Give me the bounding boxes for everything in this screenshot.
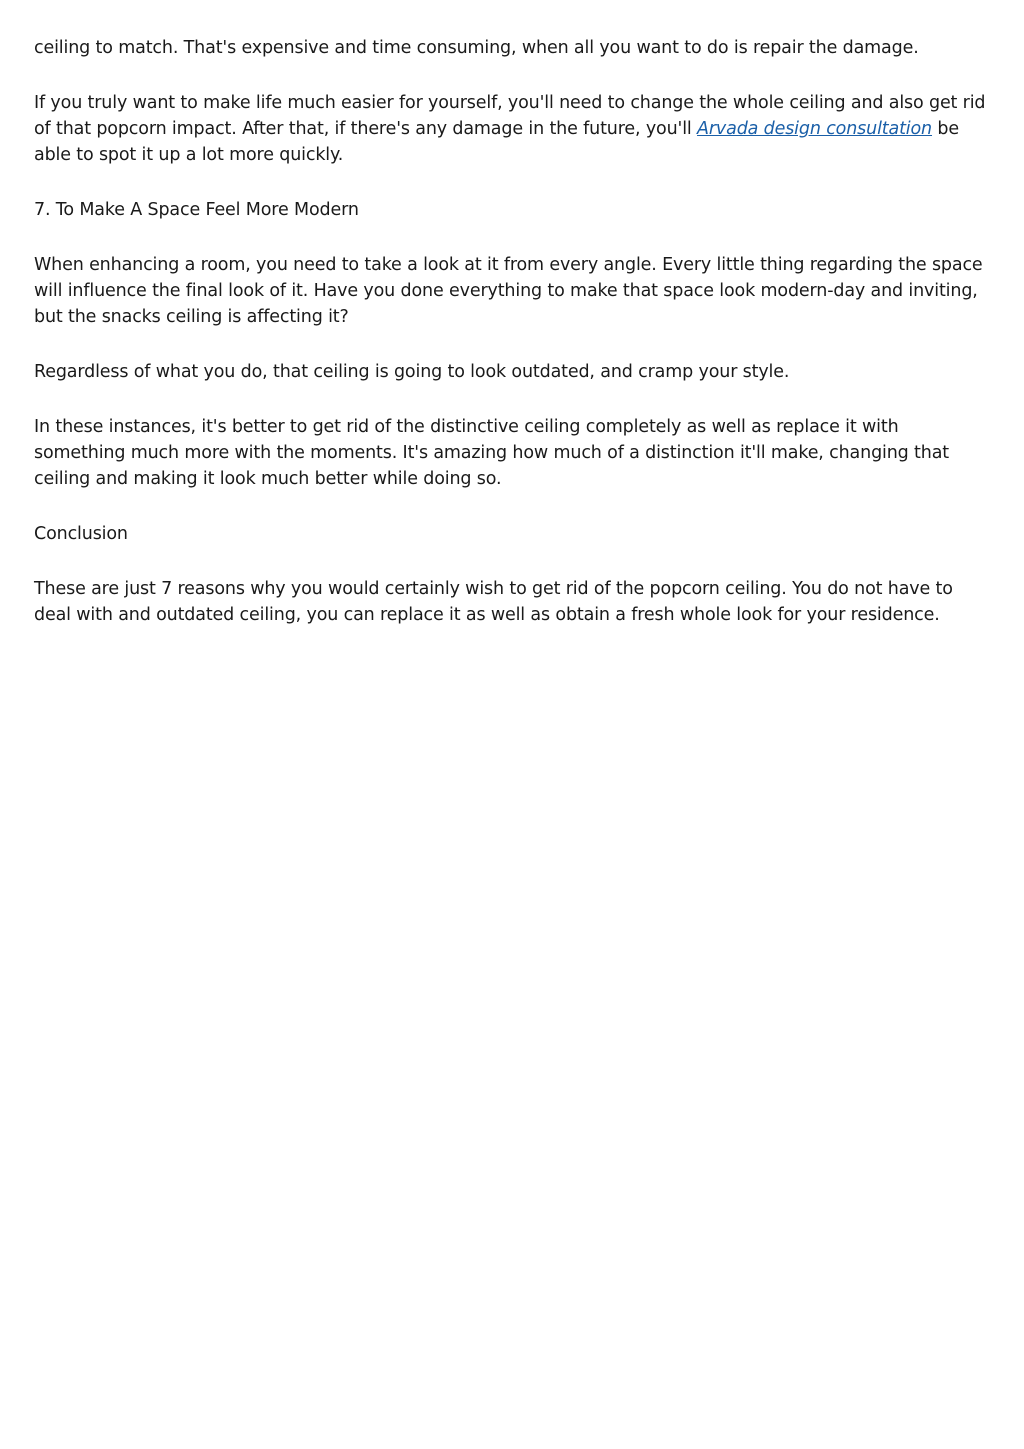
paragraph-text-before-link: If you truly want to make life much easier for yourself, you'll need to change the whole ceiling and also get rid of that popcorn impact. After that, if there's any damage in the future, you'll xyxy=(34,93,986,139)
paragraph-replace-ceiling: In these instances, it's better to get rid of the distinctive ceiling completely as well as replace it with something much more with the moments. It's amazing how much of a distinction it'll make, changing that ceiling and making it look much better while doing so. xyxy=(34,417,949,489)
paragraph-easier-life xyxy=(34,90,992,168)
paragraph-text-after-link: be able to spot it up a lot more quickly. xyxy=(34,119,960,165)
section-heading-conclusion: Conclusion xyxy=(34,524,128,544)
section-heading-modern: 7. To Make A Space Feel More Modern xyxy=(34,200,359,220)
paragraph-outdated-ceiling: Regardless of what you do, that ceiling is going to look outdated, and cramp your style. xyxy=(34,362,790,382)
arvada-design-consultation-link[interactable]: Arvada design consultation xyxy=(697,119,933,139)
paragraph-ceiling-match: ceiling to match. That's expensive and time consuming, when all you want to do is repair the damage. xyxy=(34,38,919,58)
document-body xyxy=(34,35,992,657)
paragraph-conclusion: These are just 7 reasons why you would certainly wish to get rid of the popcorn ceiling. You do not have to deal with and outdated ceiling, you can replace it as well as obtain a fresh whole look for your residence. xyxy=(34,579,953,625)
paragraph-enhancing-room: When enhancing a room, you need to take a look at it from every angle. Every little thing regarding the space will influence the final look of it. Have you done everything to make that space look modern-day and inviting, but the snacks ceiling is affecting it? xyxy=(34,255,983,327)
